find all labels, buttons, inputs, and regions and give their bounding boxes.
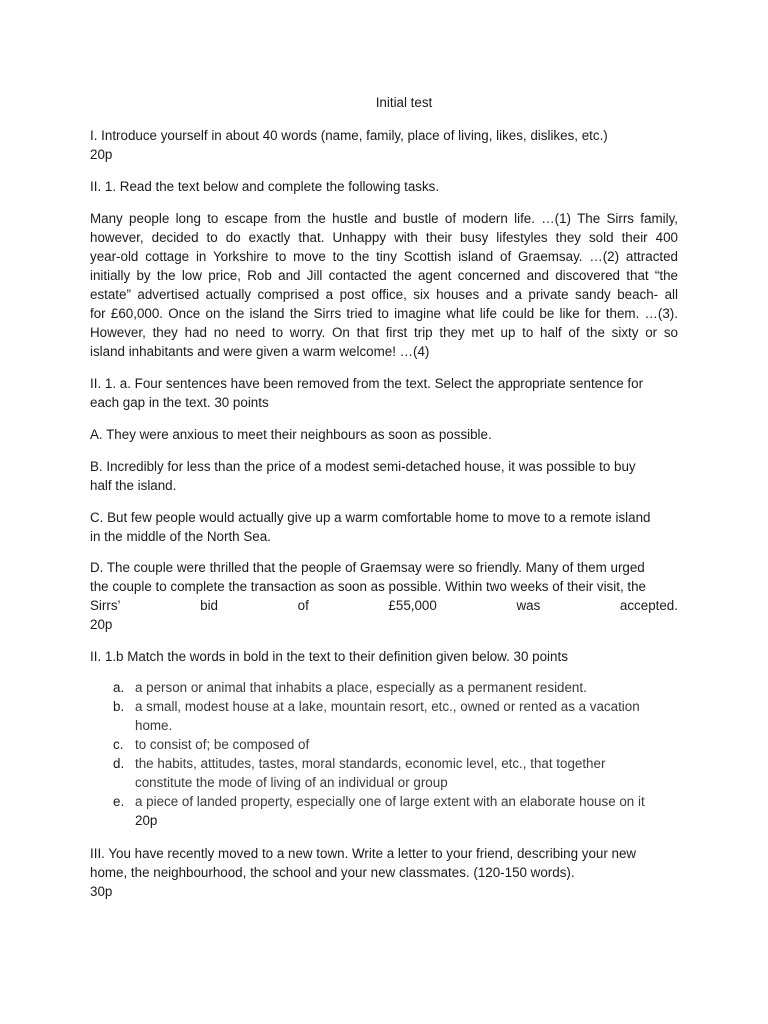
list-marker: a. xyxy=(113,680,125,695)
list-marker: d. xyxy=(113,756,125,771)
option-a: A. They were anxious to meet their neighbours as soon as possible. xyxy=(90,427,492,442)
task-b: II. 1.b Match the words in bold in the text to their definition given below. 30 points xyxy=(90,649,568,664)
definition-text: a person or animal that inhabits a place, especially as a permanent resident. xyxy=(135,680,587,695)
definition-item xyxy=(113,697,673,735)
passage-line: However, they had no need to worry. On that first trip they met up to half of the sixty or so xyxy=(90,325,678,340)
passage-line: estate” advertised actually comprised a post office, six houses and a private sandy beach- all xyxy=(90,287,678,302)
definition-text: the habits, attitudes, tastes, moral standards, economic level, etc., that together xyxy=(135,756,606,771)
option-d xyxy=(90,558,678,634)
definition-points: 20p xyxy=(135,813,158,828)
option-d-line-justified xyxy=(90,596,678,615)
passage-line: however, decided to do exactly that. Unhappy with their busy lifestyles they sold their 400 xyxy=(90,230,678,245)
definition-item xyxy=(113,792,673,830)
passage-line: island inhabitants and were given a warm welcome! …(4) xyxy=(90,344,430,359)
option-b xyxy=(90,457,678,495)
passage-line: year-old cottage in Yorkshire to move to the tiny Scottish island of Graemsay. …(2) attracted xyxy=(90,249,678,264)
option-d-word: bid xyxy=(200,598,218,613)
reading-passage xyxy=(90,209,678,361)
option-c xyxy=(90,508,678,546)
list-marker: e. xyxy=(113,794,125,809)
definition-text: constitute the mode of living of an individual or group xyxy=(135,775,448,790)
option-d-line: D. The couple were thrilled that the people of Graemsay were so friendly. Many of them urged xyxy=(90,560,645,575)
section-3-line: III. You have recently moved to a new town. Write a letter to your friend, describing your new xyxy=(90,846,637,861)
task-a-line: II. 1. a. Four sentences have been removed from the text. Select the appropriate sentence for xyxy=(90,376,644,391)
option-c-line: C. But few people would actually give up a warm comfortable home to move to a remote island xyxy=(90,510,651,525)
option-b-line: half the island. xyxy=(90,478,177,493)
section-1-task: I. Introduce yourself in about 40 words (name, family, place of living, likes, dislikes, etc.) xyxy=(90,128,608,143)
option-b-line: B. Incredibly for less than the price of a modest semi-detached house, it was possible to buy xyxy=(90,459,636,474)
section-3 xyxy=(90,844,678,901)
passage-line: for £60,000. Once on the island the Sirrs tried to imagine what life could be like for them. …(3). xyxy=(90,306,678,321)
definition-text: a small, modest house at a lake, mountain resort, etc., owned or rented as a vacation xyxy=(135,699,640,714)
passage-line: initially by the low price, Rob and Jill contacted the agent concerned and discovered that “the xyxy=(90,268,678,283)
option-d-line: the couple to complete the transaction as soon as possible. Within two weeks of their visit, the xyxy=(90,579,646,594)
task-a xyxy=(90,374,678,412)
list-marker: b. xyxy=(113,699,125,714)
section-3-points: 30p xyxy=(90,884,113,899)
definition-text: home. xyxy=(135,718,173,733)
definition-item xyxy=(113,735,673,754)
list-marker: c. xyxy=(113,737,124,752)
definition-text: to consist of; be composed of xyxy=(135,737,310,752)
document-title: Initial test xyxy=(375,95,433,110)
definition-text: a piece of landed property, especially one of large extent with an elaborate house on it xyxy=(135,794,645,809)
definition-item xyxy=(113,754,673,792)
section-2-intro: II. 1. Read the text below and complete the following tasks. xyxy=(90,179,440,194)
task-a-line: each gap in the text. 30 points xyxy=(90,395,269,410)
option-d-word: was xyxy=(516,598,541,613)
option-d-word: Sirrs’ xyxy=(90,598,121,613)
option-c-line: in the middle of the North Sea. xyxy=(90,529,271,544)
option-d-points: 20p xyxy=(90,617,113,632)
option-d-word: of xyxy=(297,598,309,613)
option-d-word: accepted. xyxy=(619,598,678,613)
section-3-line: home, the neighbourhood, the school and your new classmates. (120-150 words). xyxy=(90,865,575,880)
option-d-word: £55,000 xyxy=(388,598,437,613)
definition-item xyxy=(113,678,673,697)
definitions-list xyxy=(113,678,673,830)
passage-line: Many people long to escape from the hustle and bustle of modern life. …(1) The Sirrs family, xyxy=(90,211,678,226)
section-1-points: 20p xyxy=(90,147,113,162)
section-1 xyxy=(90,126,678,164)
